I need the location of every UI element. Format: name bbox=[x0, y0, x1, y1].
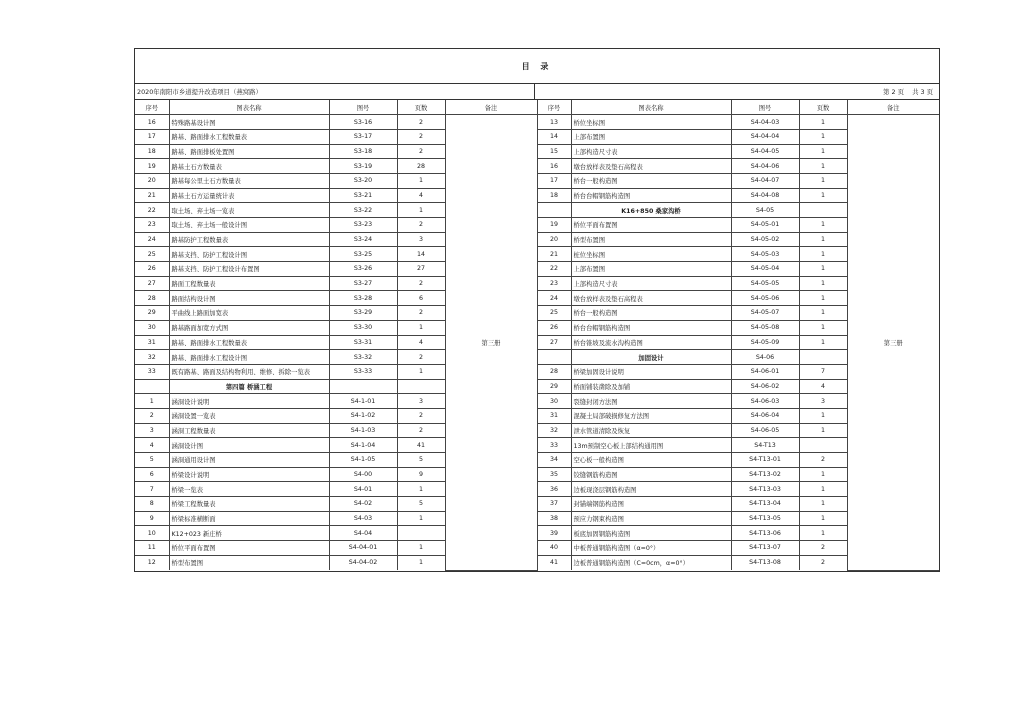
right-remark: 第三册 bbox=[847, 115, 939, 570]
row-name: 路基支挡、防护工程设计布置图 bbox=[169, 262, 329, 277]
row-name: 桥位坐标图 bbox=[571, 115, 731, 130]
row-no: 35 bbox=[537, 467, 571, 482]
row-pages: 2 bbox=[799, 453, 847, 468]
row-pages: 1 bbox=[799, 526, 847, 541]
table-row bbox=[135, 291, 939, 306]
row-pages: 2 bbox=[397, 129, 445, 144]
table-row bbox=[135, 188, 939, 203]
row-code: S4-T13 bbox=[731, 438, 799, 453]
row-no: 32 bbox=[135, 350, 169, 365]
row-no: 38 bbox=[537, 511, 571, 526]
row-name: 涵洞设置一览表 bbox=[169, 408, 329, 423]
row-pages: 1 bbox=[397, 320, 445, 335]
row-code: S4-05-04 bbox=[731, 262, 799, 277]
row-code: S4-05-08 bbox=[731, 320, 799, 335]
row-pages: 2 bbox=[397, 408, 445, 423]
header-no: 序号 bbox=[537, 100, 571, 115]
row-no: 9 bbox=[135, 511, 169, 526]
row-pages: 1 bbox=[799, 408, 847, 423]
row-pages: 1 bbox=[799, 144, 847, 159]
row-pages: 9 bbox=[397, 467, 445, 482]
row-no: 26 bbox=[537, 320, 571, 335]
row-name: 涵洞工程数量表 bbox=[169, 423, 329, 438]
row-code: S3-33 bbox=[329, 364, 397, 379]
header-remark: 备注 bbox=[847, 100, 939, 115]
row-code: S4-04-07 bbox=[731, 173, 799, 188]
row-no: 23 bbox=[135, 218, 169, 233]
row-name: 上部构造尺寸表 bbox=[571, 144, 731, 159]
row-no: 24 bbox=[135, 232, 169, 247]
row-code: S4-04-01 bbox=[329, 541, 397, 556]
table-row bbox=[135, 394, 939, 409]
table-row bbox=[135, 438, 939, 453]
header-code: 图号 bbox=[329, 100, 397, 115]
row-name: 路基防护工程数量表 bbox=[169, 232, 329, 247]
row-no: 21 bbox=[135, 188, 169, 203]
row-code: S3-17 bbox=[329, 129, 397, 144]
row-code: S4-05-06 bbox=[731, 291, 799, 306]
table-row bbox=[135, 408, 939, 423]
row-no: 15 bbox=[537, 144, 571, 159]
catalog-sheet bbox=[134, 48, 940, 572]
row-code: S3-24 bbox=[329, 232, 397, 247]
row-code: S4-T13-07 bbox=[731, 541, 799, 556]
table-row bbox=[135, 511, 939, 526]
table-row bbox=[135, 115, 939, 130]
row-no: 5 bbox=[135, 453, 169, 468]
row-name: 桥梁标准横断面 bbox=[169, 511, 329, 526]
row-name: 泄水管道清除及恢复 bbox=[571, 423, 731, 438]
row-no: 17 bbox=[135, 129, 169, 144]
row-no: 20 bbox=[537, 232, 571, 247]
row-code: S3-22 bbox=[329, 203, 397, 218]
row-code: S3-28 bbox=[329, 291, 397, 306]
row-name: 涵洞通用设计图 bbox=[169, 453, 329, 468]
section-code: S4-05 bbox=[731, 203, 799, 218]
row-name: 涵洞设计图 bbox=[169, 438, 329, 453]
section-no bbox=[135, 379, 169, 394]
table-row bbox=[135, 247, 939, 262]
row-name: 桥台台帽钢筋构造图 bbox=[571, 188, 731, 203]
page-info: 第 2 页 共 3 页 bbox=[883, 88, 933, 96]
row-no: 2 bbox=[135, 408, 169, 423]
row-no: 22 bbox=[135, 203, 169, 218]
row-code: S4-06-04 bbox=[731, 408, 799, 423]
row-pages: 2 bbox=[799, 555, 847, 570]
row-code: S4-04-08 bbox=[731, 188, 799, 203]
row-name: 平曲线上路面加宽表 bbox=[169, 306, 329, 321]
table-row bbox=[135, 423, 939, 438]
row-no: 30 bbox=[537, 394, 571, 409]
row-pages: 4 bbox=[799, 379, 847, 394]
row-pages: 1 bbox=[799, 129, 847, 144]
row-pages: 1 bbox=[799, 276, 847, 291]
row-name: 路基土石方运量统计表 bbox=[169, 188, 329, 203]
row-pages: 2 bbox=[397, 306, 445, 321]
row-pages: 1 bbox=[799, 173, 847, 188]
row-no: 37 bbox=[537, 497, 571, 512]
table-row bbox=[135, 159, 939, 174]
row-pages: 1 bbox=[799, 188, 847, 203]
row-no: 4 bbox=[135, 438, 169, 453]
row-no: 28 bbox=[135, 291, 169, 306]
row-name: 桥台台帽钢筋构造图 bbox=[571, 320, 731, 335]
row-code: S4-02 bbox=[329, 497, 397, 512]
row-code: S4-T13-06 bbox=[731, 526, 799, 541]
row-pages: 2 bbox=[397, 276, 445, 291]
row-pages: 1 bbox=[799, 218, 847, 233]
row-no: 10 bbox=[135, 526, 169, 541]
row-code: S4-1-02 bbox=[329, 408, 397, 423]
header-no: 序号 bbox=[135, 100, 169, 115]
row-no: 40 bbox=[537, 541, 571, 556]
row-name: 预应力钢束构造图 bbox=[571, 511, 731, 526]
row-no: 33 bbox=[537, 438, 571, 453]
row-no: 19 bbox=[537, 218, 571, 233]
row-name: 桩位坐标图 bbox=[571, 247, 731, 262]
row-code: S4-04-04 bbox=[731, 129, 799, 144]
row-code: S4-05-02 bbox=[731, 232, 799, 247]
header-code: 图号 bbox=[731, 100, 799, 115]
table-row bbox=[135, 541, 939, 556]
row-code: S4-T13-04 bbox=[731, 497, 799, 512]
table-row bbox=[135, 350, 939, 365]
row-name: 桥型布置图 bbox=[571, 232, 731, 247]
row-pages: 1 bbox=[799, 320, 847, 335]
row-code: S4-03 bbox=[329, 511, 397, 526]
row-no: 28 bbox=[537, 364, 571, 379]
row-no: 1 bbox=[135, 394, 169, 409]
row-pages: 1 bbox=[799, 467, 847, 482]
row-name: 路基土石方数量表 bbox=[169, 159, 329, 174]
row-pages: 1 bbox=[397, 555, 445, 570]
row-pages: 2 bbox=[397, 218, 445, 233]
section-code bbox=[329, 379, 397, 394]
table-row bbox=[135, 129, 939, 144]
row-name: 路基支挡、防护工程设计图 bbox=[169, 247, 329, 262]
row-code: S4-04 bbox=[329, 526, 397, 541]
row-name: 边板普通钢筋构造图（C=0cm，α=0°） bbox=[571, 555, 731, 570]
row-pages: 2 bbox=[799, 541, 847, 556]
row-pages: 28 bbox=[397, 159, 445, 174]
row-no: 22 bbox=[537, 262, 571, 277]
row-no: 18 bbox=[537, 188, 571, 203]
row-name: 封锚端钢筋构造图 bbox=[571, 497, 731, 512]
row-name: 路面结构设计图 bbox=[169, 291, 329, 306]
row-no: 39 bbox=[537, 526, 571, 541]
row-code: S4-1-03 bbox=[329, 423, 397, 438]
row-code: S4-05-03 bbox=[731, 247, 799, 262]
row-name: 桥梁设计说明 bbox=[169, 467, 329, 482]
row-name: 取土场、弃土场一览表 bbox=[169, 203, 329, 218]
header-row bbox=[135, 100, 939, 115]
row-code: S4-01 bbox=[329, 482, 397, 497]
row-pages: 1 bbox=[397, 173, 445, 188]
row-no: 21 bbox=[537, 247, 571, 262]
left-remark: 第三册 bbox=[445, 115, 537, 570]
row-name: 边板现浇层钢筋构造图 bbox=[571, 482, 731, 497]
document-title: 目 录 bbox=[135, 49, 939, 84]
row-pages bbox=[397, 526, 445, 541]
row-name: 路基、路面排板处置图 bbox=[169, 144, 329, 159]
row-code: S3-32 bbox=[329, 350, 397, 365]
table-row bbox=[135, 467, 939, 482]
row-code: S4-T13-02 bbox=[731, 467, 799, 482]
row-no: 36 bbox=[537, 482, 571, 497]
row-code: S4-T13-01 bbox=[731, 453, 799, 468]
row-no: 19 bbox=[135, 159, 169, 174]
row-name: 路基、路面排水工程设计图 bbox=[169, 350, 329, 365]
row-pages: 2 bbox=[397, 144, 445, 159]
table-row bbox=[135, 526, 939, 541]
row-no: 12 bbox=[135, 555, 169, 570]
row-no: 29 bbox=[537, 379, 571, 394]
header-pages: 页数 bbox=[397, 100, 445, 115]
row-pages: 1 bbox=[799, 159, 847, 174]
row-pages: 41 bbox=[397, 438, 445, 453]
row-code: S4-04-06 bbox=[731, 159, 799, 174]
row-name: 墩台放样表及垫石高程表 bbox=[571, 291, 731, 306]
row-no: 3 bbox=[135, 423, 169, 438]
meta-row bbox=[135, 84, 939, 100]
row-name: 桥型布置图 bbox=[169, 555, 329, 570]
row-name: K12+023 新庄桥 bbox=[169, 526, 329, 541]
row-code: S3-19 bbox=[329, 159, 397, 174]
row-pages: 1 bbox=[799, 262, 847, 277]
table-row bbox=[135, 453, 939, 468]
row-pages: 5 bbox=[397, 497, 445, 512]
table-row bbox=[135, 320, 939, 335]
row-name: 裂缝封闭方法图 bbox=[571, 394, 731, 409]
row-code: S4-05-01 bbox=[731, 218, 799, 233]
row-no: 11 bbox=[135, 541, 169, 556]
row-name: 路面工程数量表 bbox=[169, 276, 329, 291]
row-pages: 2 bbox=[397, 350, 445, 365]
row-no: 6 bbox=[135, 467, 169, 482]
row-code: S3-29 bbox=[329, 306, 397, 321]
row-pages: 14 bbox=[397, 247, 445, 262]
row-pages: 1 bbox=[397, 364, 445, 379]
table-row bbox=[135, 232, 939, 247]
table-row bbox=[135, 497, 939, 512]
row-name: 上部布置图 bbox=[571, 262, 731, 277]
row-code: S4-1-04 bbox=[329, 438, 397, 453]
table-row bbox=[135, 335, 939, 350]
row-name: 13m预制空心板上部结构通用图 bbox=[571, 438, 731, 453]
row-no: 16 bbox=[537, 159, 571, 174]
row-code: S4-T13-03 bbox=[731, 482, 799, 497]
row-no: 23 bbox=[537, 276, 571, 291]
table-row bbox=[135, 379, 939, 394]
row-no: 20 bbox=[135, 173, 169, 188]
row-pages: 1 bbox=[799, 482, 847, 497]
row-name: 桥面铺装凿除及加铺 bbox=[571, 379, 731, 394]
row-name: 上部构造尺寸表 bbox=[571, 276, 731, 291]
row-pages: 27 bbox=[397, 262, 445, 277]
row-no: 29 bbox=[135, 306, 169, 321]
row-pages: 5 bbox=[397, 453, 445, 468]
row-name: 路基每公里土石方数量表 bbox=[169, 173, 329, 188]
row-name: 墩台放样表及垫石高程表 bbox=[571, 159, 731, 174]
row-name: 桥梁工程数量表 bbox=[169, 497, 329, 512]
table-row bbox=[135, 203, 939, 218]
project-name: 2020年南阳市乡道提升改造项目（燕窝路） bbox=[135, 84, 535, 99]
section-code: S4-06 bbox=[731, 350, 799, 365]
row-name: 桥位平面布置图 bbox=[169, 541, 329, 556]
row-no: 26 bbox=[135, 262, 169, 277]
table-row bbox=[135, 173, 939, 188]
row-code: S3-30 bbox=[329, 320, 397, 335]
row-code: S4-05-09 bbox=[731, 335, 799, 350]
row-pages bbox=[799, 438, 847, 453]
row-code: S3-25 bbox=[329, 247, 397, 262]
row-code: S3-20 bbox=[329, 173, 397, 188]
row-pages: 1 bbox=[799, 232, 847, 247]
table-row bbox=[135, 364, 939, 379]
row-pages: 1 bbox=[799, 291, 847, 306]
row-no: 41 bbox=[537, 555, 571, 570]
row-no: 16 bbox=[135, 115, 169, 130]
row-no: 27 bbox=[537, 335, 571, 350]
row-name: 路基、路面排水工程数量表 bbox=[169, 335, 329, 350]
row-name: 桥梁一览表 bbox=[169, 482, 329, 497]
row-name: 涵洞设计说明 bbox=[169, 394, 329, 409]
row-no: 25 bbox=[135, 247, 169, 262]
row-no: 25 bbox=[537, 306, 571, 321]
row-pages: 1 bbox=[799, 511, 847, 526]
row-no: 34 bbox=[537, 453, 571, 468]
row-pages: 3 bbox=[397, 394, 445, 409]
row-pages: 1 bbox=[799, 306, 847, 321]
row-pages: 1 bbox=[397, 482, 445, 497]
header-name: 图表名称 bbox=[571, 100, 731, 115]
row-name: 桥台锥坡及流水沟构造图 bbox=[571, 335, 731, 350]
row-code: S4-06-03 bbox=[731, 394, 799, 409]
row-name: 桥台一般构造图 bbox=[571, 306, 731, 321]
row-code: S4-06-05 bbox=[731, 423, 799, 438]
row-no: 18 bbox=[135, 144, 169, 159]
row-name: 混凝土局部破损修复方法图 bbox=[571, 408, 731, 423]
row-pages: 1 bbox=[799, 335, 847, 350]
row-no: 31 bbox=[135, 335, 169, 350]
row-pages: 1 bbox=[397, 541, 445, 556]
row-code: S4-05-07 bbox=[731, 306, 799, 321]
row-name: 桥台一般构造图 bbox=[571, 173, 731, 188]
row-name: 桥位平面布置图 bbox=[571, 218, 731, 233]
table-row bbox=[135, 276, 939, 291]
row-pages: 2 bbox=[397, 423, 445, 438]
header-pages: 页数 bbox=[799, 100, 847, 115]
header-remark: 备注 bbox=[445, 100, 537, 115]
row-code: S4-04-05 bbox=[731, 144, 799, 159]
header-name: 图表名称 bbox=[169, 100, 329, 115]
row-pages: 4 bbox=[397, 188, 445, 203]
section-pages bbox=[397, 379, 445, 394]
row-code: S3-16 bbox=[329, 115, 397, 130]
row-code: S4-06-02 bbox=[731, 379, 799, 394]
row-pages: 4 bbox=[397, 335, 445, 350]
row-code: S3-23 bbox=[329, 218, 397, 233]
row-name: 特殊路基设计图 bbox=[169, 115, 329, 130]
table-row bbox=[135, 218, 939, 233]
row-pages: 1 bbox=[799, 423, 847, 438]
row-name: 路基、路面排水工程数量表 bbox=[169, 129, 329, 144]
row-code: S4-00 bbox=[329, 467, 397, 482]
row-no: 32 bbox=[537, 423, 571, 438]
row-pages: 3 bbox=[397, 232, 445, 247]
row-no: 30 bbox=[135, 320, 169, 335]
row-name: 既有路基、路面及结构物利用、维修、拆除一览表 bbox=[169, 364, 329, 379]
section-pages bbox=[799, 203, 847, 218]
row-code: S4-05-05 bbox=[731, 276, 799, 291]
table-row bbox=[135, 262, 939, 277]
row-no: 27 bbox=[135, 276, 169, 291]
row-no: 8 bbox=[135, 497, 169, 512]
section-title: K16+850 桑家沟桥 bbox=[571, 203, 731, 218]
row-pages: 1 bbox=[799, 247, 847, 262]
row-no: 24 bbox=[537, 291, 571, 306]
row-no: 31 bbox=[537, 408, 571, 423]
row-pages: 1 bbox=[397, 203, 445, 218]
row-code: S4-04-03 bbox=[731, 115, 799, 130]
row-name: 空心板一般构造图 bbox=[571, 453, 731, 468]
row-code: S3-27 bbox=[329, 276, 397, 291]
section-no bbox=[537, 203, 571, 218]
row-pages: 6 bbox=[397, 291, 445, 306]
row-pages: 3 bbox=[799, 394, 847, 409]
row-code: S4-1-05 bbox=[329, 453, 397, 468]
section-title: 第四篇 桥涵工程 bbox=[169, 379, 329, 394]
section-title: 加固设计 bbox=[571, 350, 731, 365]
row-no: 13 bbox=[537, 115, 571, 130]
catalog-table bbox=[135, 100, 939, 571]
row-code: S3-18 bbox=[329, 144, 397, 159]
row-name: 取土场、弃土场一般设计图 bbox=[169, 218, 329, 233]
row-pages: 1 bbox=[799, 115, 847, 130]
row-pages: 2 bbox=[397, 115, 445, 130]
table-row bbox=[135, 555, 939, 570]
row-code: S4-T13-05 bbox=[731, 511, 799, 526]
row-name: 板底加固钢筋构造图 bbox=[571, 526, 731, 541]
section-no bbox=[537, 350, 571, 365]
row-code: S4-04-02 bbox=[329, 555, 397, 570]
row-no: 7 bbox=[135, 482, 169, 497]
row-no: 14 bbox=[537, 129, 571, 144]
row-code: S4-1-01 bbox=[329, 394, 397, 409]
row-name: 路基路面加宽方式图 bbox=[169, 320, 329, 335]
row-code: S3-26 bbox=[329, 262, 397, 277]
row-pages: 1 bbox=[397, 511, 445, 526]
row-code: S3-31 bbox=[329, 335, 397, 350]
row-no: 33 bbox=[135, 364, 169, 379]
table-row bbox=[135, 144, 939, 159]
row-code: S4-T13-08 bbox=[731, 555, 799, 570]
section-pages bbox=[799, 350, 847, 365]
row-pages: 7 bbox=[799, 364, 847, 379]
row-name: 桥梁加固设计说明 bbox=[571, 364, 731, 379]
row-name: 上部布置图 bbox=[571, 129, 731, 144]
row-pages: 1 bbox=[799, 497, 847, 512]
row-code: S3-21 bbox=[329, 188, 397, 203]
row-code: S4-06-01 bbox=[731, 364, 799, 379]
table-row bbox=[135, 482, 939, 497]
table-row bbox=[135, 306, 939, 321]
row-name: 中板普通钢筋构造图（α=0°） bbox=[571, 541, 731, 556]
row-name: 铰缝钢筋构造图 bbox=[571, 467, 731, 482]
row-no: 17 bbox=[537, 173, 571, 188]
